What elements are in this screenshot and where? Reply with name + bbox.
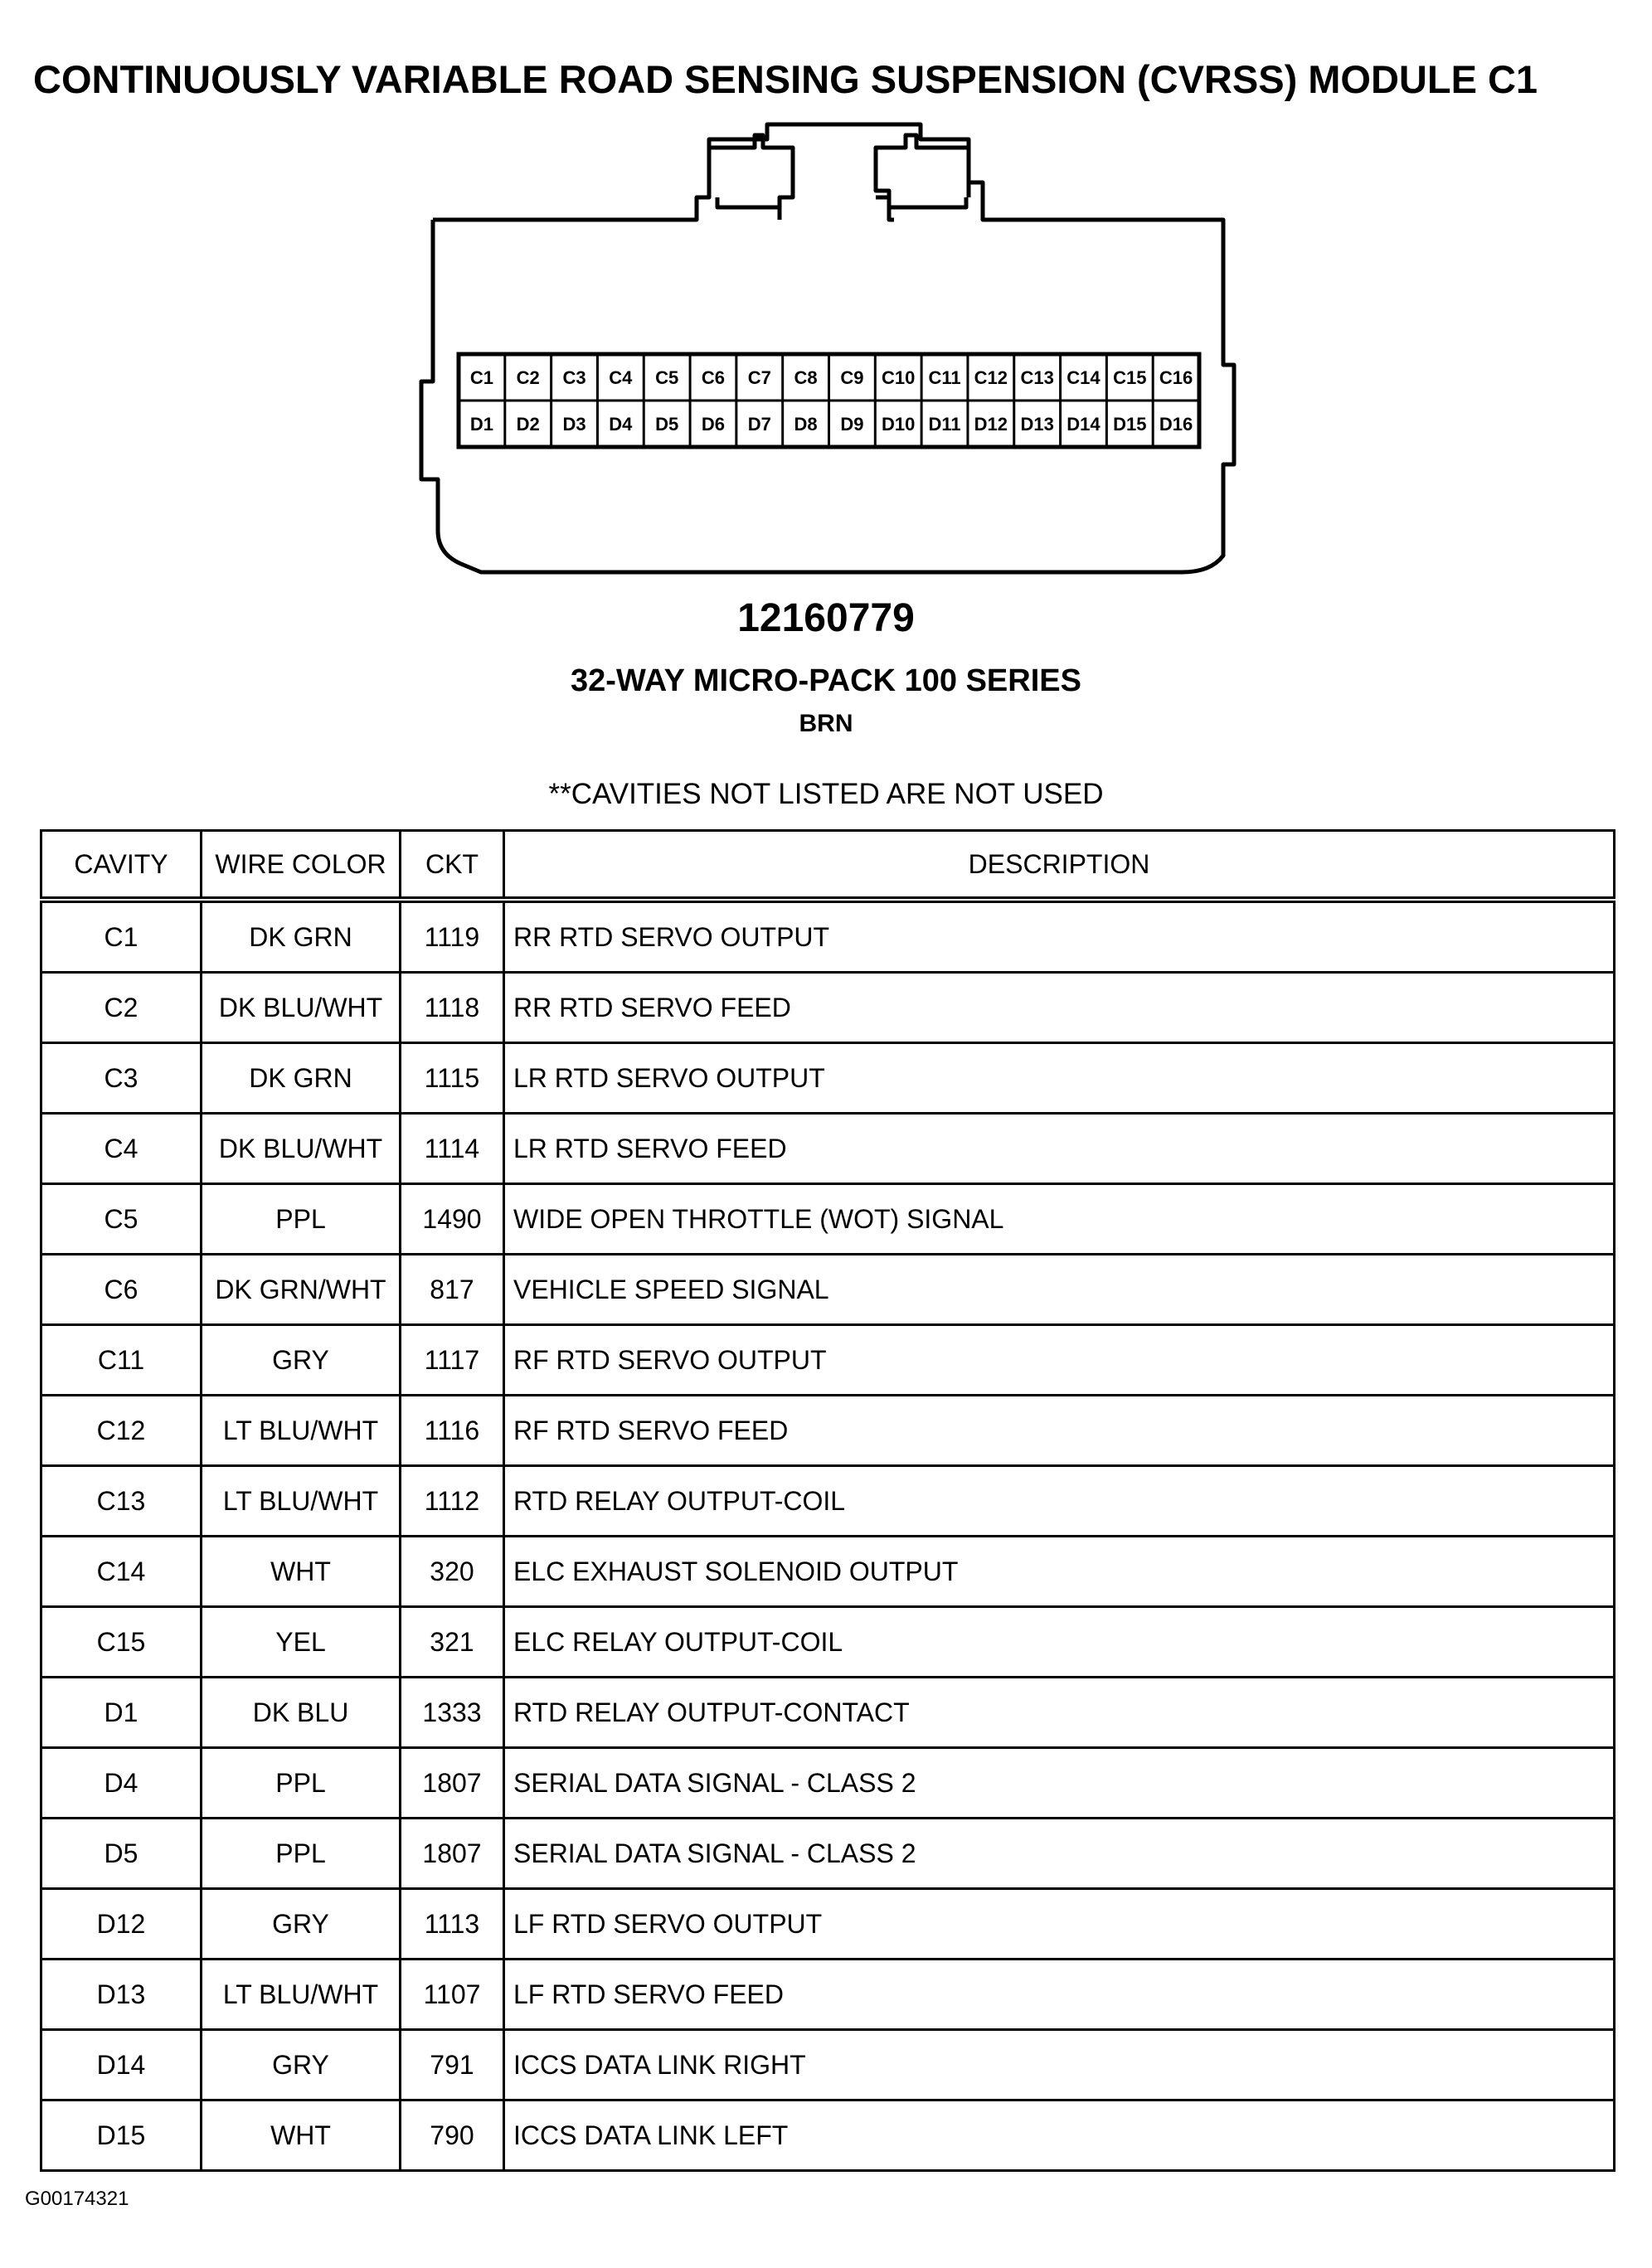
cavity-label: C12 [974,367,1008,388]
ckt-cell: 1490 [401,1184,504,1255]
ckt-cell: 1113 [401,1889,504,1960]
wire-color-cell: WHT [202,1537,401,1607]
cavity-label: C13 [1020,367,1054,388]
figure-id: G00174321 [25,2188,129,2210]
description-cell: LR RTD SERVO FEED [504,1114,1615,1184]
wire-color-cell: LT BLU/WHT [202,1466,401,1537]
cavity-label: D5 [655,414,679,435]
connector-diagram [0,0,1652,597]
cavity-label: C11 [928,367,961,388]
cavity-label: D6 [701,414,726,435]
description-cell: ELC RELAY OUTPUT-COIL [504,1607,1615,1678]
cavity-label: D10 [882,414,916,435]
cavity-cell: D12 [41,1889,202,1960]
table-row [41,1537,1615,1607]
cavity-label: C14 [1067,367,1101,388]
wire-color-cell: GRY [202,1889,401,1960]
cavity-label: C1 [469,367,493,388]
table-row [41,1678,1615,1748]
cavity-label: D14 [1067,414,1101,435]
wire-color-cell: DK BLU/WHT [202,1114,401,1184]
header-cavity: CAVITY [41,831,202,901]
wire-color-cell: GRY [202,1325,401,1396]
cavity-label: D13 [1020,414,1054,435]
description-cell: RF RTD SERVO OUTPUT [504,1325,1615,1396]
page-title: CONTINUOUSLY VARIABLE ROAD SENSING SUSPENSION (CVRSS) MODULE C1 [33,57,1538,101]
wire-color-cell: WHT [202,2100,401,2171]
description-cell: VEHICLE SPEED SIGNAL [504,1255,1615,1325]
connector-top-latch [709,124,969,197]
table-row [41,900,1615,973]
cavity-cell: D1 [41,1678,202,1748]
wire-color-cell: LT BLU/WHT [202,1396,401,1466]
pinout-table [40,829,1616,2172]
ckt-cell: 817 [401,1255,504,1325]
description-cell: ELC EXHAUST SOLENOID OUTPUT [504,1537,1615,1607]
table-row [41,1607,1615,1678]
wire-color-cell: PPL [202,1184,401,1255]
cavity-label: C2 [516,367,540,388]
header-ckt: CKT [401,831,504,901]
cavity-label: C16 [1159,367,1193,388]
cavity-label: D9 [840,414,864,435]
description-cell: RR RTD SERVO FEED [504,973,1615,1043]
cavity-label: C8 [794,367,818,388]
cavity-cell: C12 [41,1396,202,1466]
cavity-cell: D5 [41,1819,202,1889]
table-row [41,1325,1615,1396]
ckt-cell: 1807 [401,1748,504,1819]
wire-color-cell: PPL [202,1819,401,1889]
cavity-cell: D14 [41,2030,202,2100]
ckt-cell: 321 [401,1607,504,1678]
cavity-cell: C2 [41,973,202,1043]
description-cell: ICCS DATA LINK RIGHT [504,2030,1615,2100]
table-row [41,1960,1615,2030]
description-cell: ICCS DATA LINK LEFT [504,2100,1615,2171]
ckt-cell: 1114 [401,1114,504,1184]
table-row [41,1748,1615,1819]
table-header-row [41,831,1615,901]
wire-color-cell: YEL [202,1607,401,1678]
cavity-cell: C5 [41,1184,202,1255]
wire-color-cell: DK GRN/WHT [202,1255,401,1325]
cavity-label: D11 [928,414,961,435]
cavity-cell: C3 [41,1043,202,1114]
ckt-cell: 790 [401,2100,504,2171]
ckt-cell: 1118 [401,973,504,1043]
cavity-label: C6 [701,367,726,388]
cavity-cell: C1 [41,900,202,973]
ckt-cell: 1107 [401,1960,504,2030]
description-cell: RTD RELAY OUTPUT-COIL [504,1466,1615,1537]
table-row [41,2100,1615,2171]
cavity-label: C15 [1113,367,1147,388]
cavity-cell: D15 [41,2100,202,2171]
ckt-cell: 1807 [401,1819,504,1889]
wire-color-cell: LT BLU/WHT [202,1960,401,2030]
unused-cavities-note: **CAVITIES NOT LISTED ARE NOT USED [548,778,1104,810]
ckt-cell: 320 [401,1537,504,1607]
description-cell: RTD RELAY OUTPUT-CONTACT [504,1678,1615,1748]
description-cell: LR RTD SERVO OUTPUT [504,1043,1615,1114]
ckt-cell: 1333 [401,1678,504,1748]
wire-color-cell: DK GRN [202,1043,401,1114]
cavity-label: C5 [655,367,679,388]
ckt-cell: 1116 [401,1396,504,1466]
wire-color-cell: DK BLU/WHT [202,973,401,1043]
table-row [41,2030,1615,2100]
description-cell: SERIAL DATA SIGNAL - CLASS 2 [504,1748,1615,1819]
table-row [41,1889,1615,1960]
cavity-label: C9 [840,367,864,388]
wire-color-cell: PPL [202,1748,401,1819]
cavity-label: D16 [1159,414,1193,435]
ckt-cell: 1115 [401,1043,504,1114]
wire-color-cell: DK GRN [202,900,401,973]
wire-color-cell: DK BLU [202,1678,401,1748]
cavity-label: C10 [882,367,916,388]
table-row [41,1114,1615,1184]
cavity-cell: C11 [41,1325,202,1396]
cavity-label: D1 [469,414,493,435]
ckt-cell: 791 [401,2030,504,2100]
connector-part-number: 12160779 [737,596,915,640]
table-row [41,1043,1615,1114]
cavity-cell: C6 [41,1255,202,1325]
description-cell: WIDE OPEN THROTTLE (WOT) SIGNAL [504,1184,1615,1255]
table-row [41,973,1615,1043]
cavity-cell: C15 [41,1607,202,1678]
cavity-cell: C4 [41,1114,202,1184]
ckt-cell: 1117 [401,1325,504,1396]
cavity-cell: C13 [41,1466,202,1537]
cavity-label: D12 [974,414,1008,435]
header-description: DESCRIPTION [504,831,1615,901]
description-cell: RR RTD SERVO OUTPUT [504,900,1615,973]
cavity-label: D7 [747,414,771,435]
description-cell: SERIAL DATA SIGNAL - CLASS 2 [504,1819,1615,1889]
description-cell: RF RTD SERVO FEED [504,1396,1615,1466]
table-row [41,1255,1615,1325]
table-row [41,1819,1615,1889]
cavity-cell: D4 [41,1748,202,1819]
cavity-label: C4 [609,367,633,388]
cavity-label: D8 [794,414,818,435]
cavity-label: D2 [516,414,540,435]
header-wire-color: WIRE COLOR [202,831,401,901]
description-cell: LF RTD SERVO OUTPUT [504,1889,1615,1960]
wire-color-cell: GRY [202,2030,401,2100]
table-row [41,1396,1615,1466]
cavity-label: D3 [562,414,586,435]
cavity-label: C7 [747,367,771,388]
description-cell: LF RTD SERVO FEED [504,1960,1615,2030]
table-row [41,1466,1615,1537]
connector-series: 32-WAY MICRO-PACK 100 SERIES [571,663,1081,698]
table-row [41,1184,1615,1255]
cavity-label: C3 [562,367,586,388]
cavity-cell: D13 [41,1960,202,2030]
cavity-label: D4 [609,414,633,435]
connector-color: BRN [799,710,853,737]
ckt-cell: 1112 [401,1466,504,1537]
cavity-cell: C14 [41,1537,202,1607]
cavity-label: D15 [1113,414,1147,435]
ckt-cell: 1119 [401,900,504,973]
